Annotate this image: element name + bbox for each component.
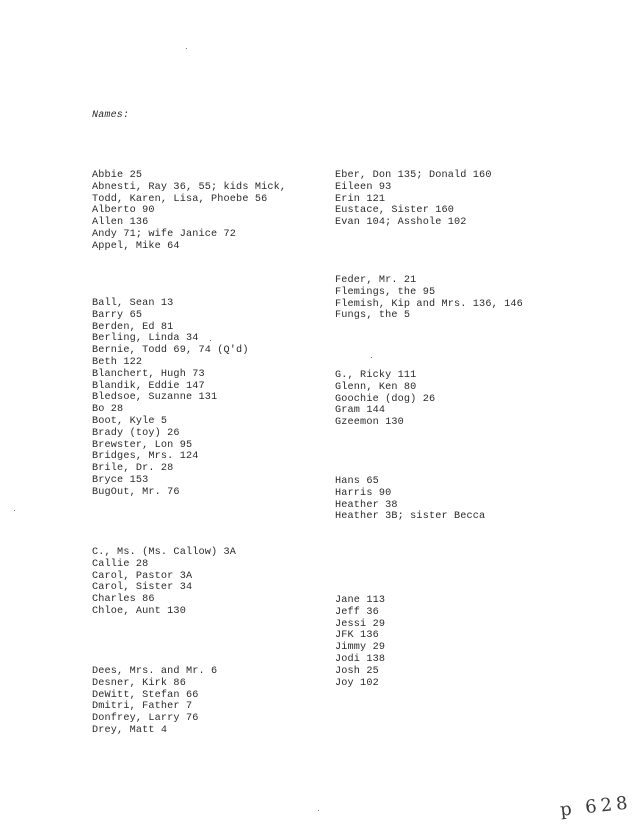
index-entry: Abbie 25 xyxy=(92,170,143,181)
index-entry: Allen 136 xyxy=(92,217,149,229)
index-entry: Heather 38 xyxy=(335,499,398,511)
index-entry: Drey, Matt 4 xyxy=(92,724,168,736)
scan-speck xyxy=(210,340,211,341)
letter-group-a xyxy=(92,170,286,253)
index-entry: Eileen 93 xyxy=(335,181,392,193)
index-entry: Chloe, Aunt 130 xyxy=(92,605,186,617)
index-entry: Donfrey, Larry 76 xyxy=(92,713,199,725)
index-entry: Alberto 90 xyxy=(92,205,155,217)
index-entry: Flemings, the 95 xyxy=(335,286,436,298)
letter-group-e xyxy=(335,170,492,229)
index-entry: Berling, Linda 34 xyxy=(92,333,199,345)
letter-group-b xyxy=(92,298,249,499)
index-entry: Carol, Pastor 3A xyxy=(92,570,193,582)
letter-group-g xyxy=(335,370,435,429)
index-entry: Bernie, Todd 69, 74 (Q'd) xyxy=(92,345,249,357)
index-entry: Joy 102 xyxy=(335,677,379,689)
index-entry: JFK 136 xyxy=(335,630,379,642)
index-entry: Jessi 29 xyxy=(335,618,386,630)
index-entry: Harris 90 xyxy=(335,487,392,499)
handwritten-page-number: p 628 xyxy=(559,792,633,821)
index-entry: Gzeemon 130 xyxy=(335,417,404,429)
index-entry: Hans 65 xyxy=(335,476,379,487)
index-entry: Evan 104; Asshole 102 xyxy=(335,217,467,229)
letter-group-h xyxy=(335,476,485,523)
index-entry: Dees, Mrs. and Mr. 6 xyxy=(92,666,218,677)
index-entry: Jane 113 xyxy=(335,595,386,606)
index-entry: Brady (toy) 26 xyxy=(92,427,180,439)
index-entry: Jodi 138 xyxy=(335,653,386,665)
index-entry: Bridges, Mrs. 124 xyxy=(92,451,199,463)
index-entry: Brile, Dr. 28 xyxy=(92,463,174,475)
index-entry: Blandik, Eddie 147 xyxy=(92,380,205,392)
letter-group-d xyxy=(92,666,217,737)
index-entry: Carol, Sister 34 xyxy=(92,582,193,594)
index-entry: Andy 71; wife Janice 72 xyxy=(92,228,237,240)
index-entry: Boot, Kyle 5 xyxy=(92,415,168,427)
index-entry: Abnesti, Ray 36, 55; kids Mick, xyxy=(92,181,287,193)
index-entry: Callie 28 xyxy=(92,558,149,570)
index-entry: Blanchert, Hugh 73 xyxy=(92,368,205,380)
index-entry: Charles 86 xyxy=(92,594,155,606)
index-entry: Beth 122 xyxy=(92,356,143,368)
index-entry: Flemish, Kip and Mrs. 136, 146 xyxy=(335,298,523,310)
index-entry: C., Ms. (Ms. Callow) 3A xyxy=(92,547,237,558)
index-entry: DeWitt, Stefan 66 xyxy=(92,689,199,701)
index-entry: Bryce 153 xyxy=(92,474,149,486)
index-entry: Gram 144 xyxy=(335,405,386,417)
letter-group-f xyxy=(335,275,523,322)
index-entry: Glenn, Ken 80 xyxy=(335,381,417,393)
index-entry: Bledsoe, Suzanne 131 xyxy=(92,392,218,404)
index-entry: Eber, Don 135; Donald 160 xyxy=(335,170,492,181)
index-entry: Feder, Mr. 21 xyxy=(335,275,417,286)
index-entry: BugOut, Mr. 76 xyxy=(92,486,180,498)
scan-speck xyxy=(186,48,187,49)
index-entry: Brewster, Lon 95 xyxy=(92,439,193,451)
index-entry: Appel, Mike 64 xyxy=(92,240,180,252)
index-entry: Dmitri, Father 7 xyxy=(92,701,193,713)
scan-speck xyxy=(318,810,319,811)
index-entry: Barry 65 xyxy=(92,309,143,321)
index-entry: Bo 28 xyxy=(92,404,124,416)
index-entry: Fungs, the 5 xyxy=(335,310,411,322)
names-heading: Names: xyxy=(92,110,130,121)
index-entry: G., Ricky 111 xyxy=(335,370,417,381)
index-entry: Erin 121 xyxy=(335,193,386,205)
index-entry: Desner, Kirk 86 xyxy=(92,677,186,689)
scan-speck xyxy=(371,357,372,358)
index-entry: Jeff 36 xyxy=(335,606,379,618)
index-entry: Heather 3B; sister Becca xyxy=(335,511,486,523)
index-entry: Jimmy 29 xyxy=(335,642,386,654)
index-entry: Ball, Sean 13 xyxy=(92,298,174,309)
index-entry: Eustace, Sister 160 xyxy=(335,205,455,217)
index-entry: Berden, Ed 81 xyxy=(92,321,174,333)
letter-group-c xyxy=(92,547,236,618)
index-entry: Josh 25 xyxy=(335,665,379,677)
letter-group-j xyxy=(335,595,385,689)
index-entry: Todd, Karen, Lisa, Phoebe 56 xyxy=(92,193,268,205)
index-entry: Goochie (dog) 26 xyxy=(335,393,436,405)
scan-speck xyxy=(14,510,15,511)
